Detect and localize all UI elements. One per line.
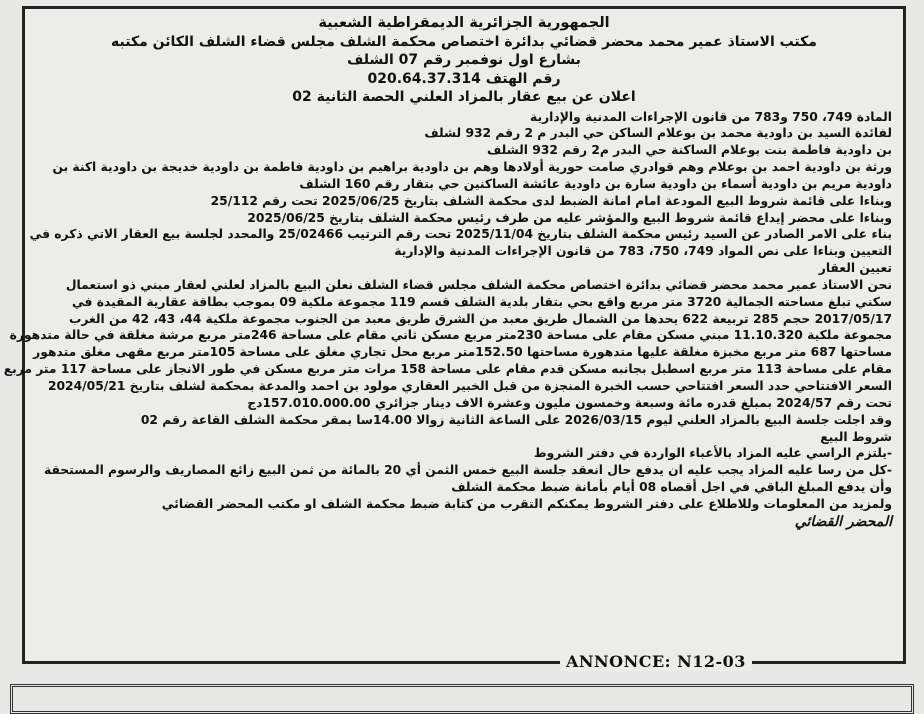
header-republic: الجمهورية الجزائرية الديمقراطية الشعبية (318, 15, 610, 31)
body-line: ولمزيد من المعلومات وللاطلاع على دفتر الشروط يمكنكم التقرب من كتابة ضبط محكمة الشلف او مكتب المحضر القضائي (161, 496, 892, 511)
body-line: وقد اجلت جلسة البيع بالمزاد العلني ليوم 2026/03/15 على الساعة الثانية زوالا 14.00سا بمقر محكمة الشلف القاعة رقم 02 (140, 412, 892, 427)
announcement-content (3, 14, 898, 656)
body-line: شروط البيع (820, 429, 892, 444)
header-phone: رقم الهتف 020.64.37.314 (367, 70, 561, 87)
body-line: مساحتها 687 متر مربع مخبزة مغلقة عليها متدهورة مساحتها 152.50متر مربع محل تجاري مغلق على مساحة 105متر مربع مقهى مغلق متدهور (33, 345, 892, 360)
bailiff-signature: المحضر القضائي (794, 513, 892, 530)
body-line: التعيين وبناءا على نص المواد 749، 750، 783 من قانون الإجراءات المدنية والإدارية (394, 244, 892, 259)
body-line: مقام على مساحة 113 متر مربع اسطبل بجانبه مسكن قدم مقام على مساحة 158 مرات متر مربع مسكن في طور الانجاز على مساحة 117 متر مربع (3, 362, 892, 377)
next-announcement-frame (10, 684, 914, 714)
announcement-body (3, 109, 898, 513)
body-line: لفائدة السيد بن داودية محمد بن بوعلام الساكن حي البدر م 2 رقم 932 لشلف (424, 126, 892, 141)
body-line: السعر الافتتاحي حدد السعر افتتاحي حسب الخبرة المنجزة من قبل الخبير العقاري مولود بن احمد والمدعة بمحكمة لشلف بتاريخ 2024/05/21 (47, 379, 892, 393)
body-line: وأن يدفع المبلغ الباقي في اجل أقصاه 08 أيام بأمانة ضبط محكمة الشلف (451, 480, 892, 495)
body-line: المادة 749، 750 و783 من قانون الإجراءات المدنية والإدارية (530, 109, 892, 124)
body-line: تعيين العقار (818, 261, 892, 276)
body-line: وبناءا على قائمة شروط البيع المودعة امام امانة الضبط لدى محكمة الشلف بتاريخ 2025/06/25 تحت رقم 25/112 (210, 193, 892, 208)
body-line: تحت رقم 2024/57 بمبلغ قدره مائة وسبعة وخمسون مليون وعشرة الاف دينار جزائري 157.010.000.00دج (247, 395, 892, 410)
body-line: -يلتزم الراسي عليه المزاد بالأعباء الواردة في دفتر الشروط (533, 446, 892, 461)
announcement-frame (3, 6, 906, 664)
body-line: وبناءا على محضر إيداع قائمة شروط البيع والمؤشر عليه من طرف رئيس محكمة الشلف بتاريخ 2025/06/25 (247, 210, 892, 225)
body-line: مجموعة ملكية 11.10.320 مبني مسكن مقام على مساحة 230متر مربع مسكن ثاني مقام على مساحة 246متر مربع مرشة مغلقة في حالة متدهورة (9, 328, 892, 343)
body-line: بناء على الامر الصادر عن السيد رئيس محكمة الشلف بتاريخ 2025/11/04 تحت رقم الترتيب 25/02466 والمحدد لجلسة بيع العقار الاتي ذكره في (29, 227, 892, 242)
body-line: -كل من رسا عليه المزاد يجب عليه ان يدفع حال انعقد جلسة البيع خمس الثمن أي 20 بالمائة من ثمن البيع زائع المصاريف والرسوم المستحقة (44, 463, 892, 478)
header-office: مكتب الاستاذ عمير محمد محضر قضائي بدائرة اختصاص محكمة الشلف مجلس قضاء الشلف الكائن مكتبه (111, 33, 817, 50)
announcement-header (30, 14, 898, 107)
body-line: سكني تبلغ مساحته الجمالية 3720 متر مربع واقع بحي بتقار بلدية الشلف قسم 119 مجموعة ملكية 09 بموجب بطاقة عقارية المقيدة في (71, 294, 892, 309)
body-line: بن داودية فاطمة بنت بوعلام الساكنة حي البدر م2 رقم 932 الشلف (487, 143, 892, 158)
header-address: بشارع اول نوفمبر رقم 07 الشلف (347, 52, 581, 68)
body-line: داودية مريم بن داودية أسماء بن داودية سارة بن داودية عائشة الساكنين حي بتقار رقم 160 الشلف (299, 176, 892, 191)
annonce-number: ANNONCE: N12-03 (560, 652, 752, 671)
body-line: نحن الاستاذ عمير محمد محضر قضائي بدائرة اختصاص محكمة الشلف مجلس قضاء الشلف نعلن البيع بالمزاد لعلني لعقار مبني ذو استعمال (65, 277, 892, 292)
body-line: 2017/05/17 حجم 285 تربيعة 622 يحدها من الشمال طريق معبد من الشرق طريق معبد من الجنوب مجموعة ملكية 44، 43، 42 من الغرب (68, 311, 892, 326)
body-line: ورثة بن داودية احمد بن بوعلام وهم قوادري صامت حورية أولادها وهم بن داودية براهيم بن داودية فاطمة بن داودية خديجة بن داودية اكنة بن (52, 160, 892, 175)
header-title: اعلان عن بيع عقار بالمزاد العلني الحصة الثانية 02 (292, 89, 636, 105)
